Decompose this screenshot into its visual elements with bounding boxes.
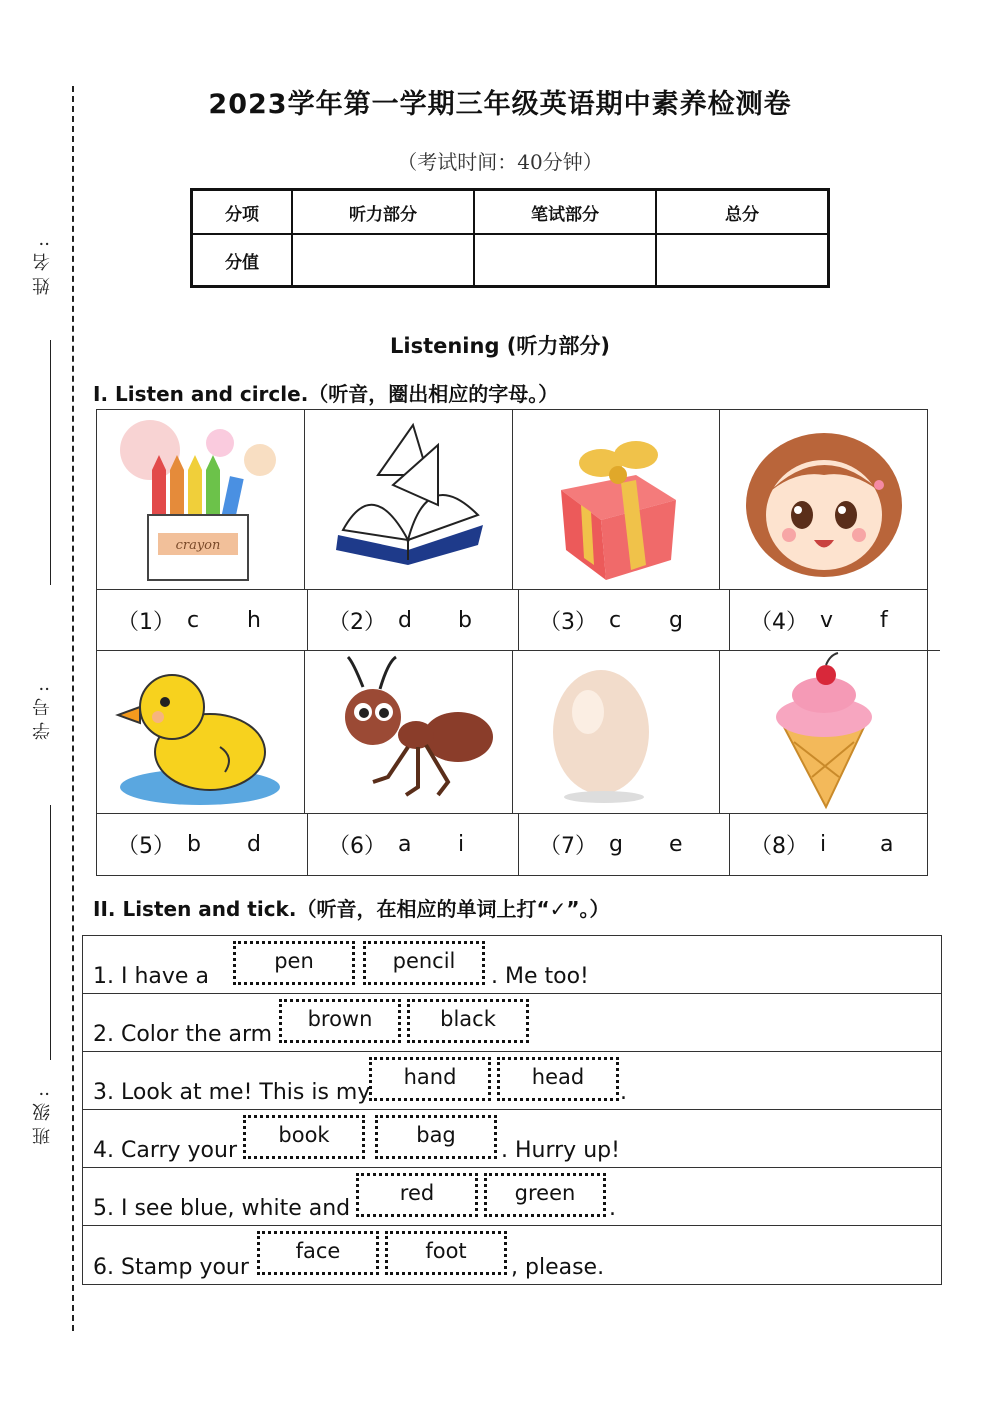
sentence-end: . Hurry up! bbox=[501, 1138, 620, 1163]
word-option[interactable]: head bbox=[497, 1057, 619, 1101]
letter-option[interactable]: i bbox=[458, 832, 465, 857]
score-table bbox=[190, 188, 830, 288]
sentence-start: 1. I have a bbox=[93, 964, 209, 989]
sentence-end: . bbox=[620, 1080, 627, 1105]
word-option[interactable]: foot bbox=[385, 1231, 507, 1275]
book-picture bbox=[305, 410, 512, 589]
word-option[interactable]: pen bbox=[233, 941, 355, 985]
duck-picture bbox=[97, 651, 304, 813]
circle-item-3: （3） c g bbox=[519, 590, 730, 651]
letter-option[interactable]: c bbox=[187, 607, 200, 633]
word-option[interactable]: black bbox=[407, 999, 529, 1043]
sentence-end: , please. bbox=[511, 1255, 605, 1280]
egg-picture bbox=[513, 651, 720, 813]
binding-dashed-line bbox=[72, 86, 74, 1331]
word-option[interactable]: green bbox=[484, 1173, 606, 1217]
sentence-end: . Me too! bbox=[491, 964, 589, 989]
word-option[interactable]: pencil bbox=[363, 941, 485, 985]
circle-item-1: （1） c h bbox=[97, 590, 308, 651]
circle-item-8: （8） i a bbox=[730, 814, 940, 875]
score-header-listening: 听力部分 bbox=[292, 190, 474, 235]
letter-option[interactable]: f bbox=[880, 607, 888, 633]
letter-option[interactable]: d bbox=[398, 607, 412, 633]
circle-item-4: （4） v f bbox=[730, 590, 940, 651]
score-header-writing: 笔试部分 bbox=[474, 190, 656, 235]
circle-item-7: （7） g e bbox=[519, 814, 730, 875]
score-row-label: 分值 bbox=[192, 234, 293, 287]
letter-option[interactable]: d bbox=[247, 832, 261, 857]
sentence-start: 3. Look at me! This is my bbox=[93, 1080, 371, 1105]
sentence-start: 2. Color the arm bbox=[93, 1022, 273, 1047]
score-total-cell[interactable] bbox=[656, 234, 829, 287]
class-label: 班级: bbox=[32, 1084, 53, 1146]
circle-grid bbox=[96, 409, 928, 876]
letter-option[interactable]: b bbox=[458, 607, 472, 633]
student-id-write-line[interactable] bbox=[50, 805, 51, 1060]
word-option[interactable]: bag bbox=[375, 1115, 497, 1159]
student-id-label: 学号: bbox=[32, 679, 53, 741]
tick-row-2 bbox=[83, 994, 941, 1052]
letter-option[interactable]: g bbox=[669, 607, 683, 633]
score-header-total: 总分 bbox=[656, 190, 829, 235]
svg-text:crayon: crayon bbox=[175, 537, 221, 553]
word-option[interactable]: red bbox=[356, 1173, 478, 1217]
part2-heading: II. Listen and tick.（听音，在相应的单词上打“✓”。） bbox=[93, 897, 610, 921]
gift-picture bbox=[513, 410, 720, 589]
word-option[interactable]: hand bbox=[369, 1057, 491, 1101]
exam-duration: （考试时间：40分钟） bbox=[397, 150, 603, 174]
letter-option[interactable]: h bbox=[247, 607, 261, 633]
circle-item-5: （5） b d bbox=[97, 814, 308, 875]
sentence-start: 5. I see blue, white and bbox=[93, 1196, 351, 1221]
score-listening-cell[interactable] bbox=[292, 234, 474, 287]
letter-option[interactable]: e bbox=[669, 832, 683, 857]
score-writing-cell[interactable] bbox=[474, 234, 656, 287]
tick-row-1 bbox=[83, 936, 941, 994]
tick-row-3 bbox=[83, 1052, 941, 1110]
word-option[interactable]: brown bbox=[279, 999, 401, 1043]
name-label: 姓名: bbox=[32, 234, 53, 296]
letter-option[interactable]: g bbox=[609, 832, 623, 857]
sentence-start: 6. Stamp your bbox=[93, 1255, 249, 1280]
letter-option[interactable]: c bbox=[609, 607, 622, 633]
tick-table bbox=[82, 935, 942, 1285]
tick-row-5 bbox=[83, 1168, 941, 1226]
circle-item-6: （6） a i bbox=[308, 814, 519, 875]
letter-option[interactable]: i bbox=[820, 832, 827, 857]
letter-option[interactable]: a bbox=[880, 832, 894, 857]
score-header-item: 分项 bbox=[192, 190, 293, 235]
girl-face-picture bbox=[720, 410, 927, 589]
circle-item-2: （2） d b bbox=[308, 590, 519, 651]
word-option[interactable]: face bbox=[257, 1231, 379, 1275]
sentence-end: . bbox=[609, 1196, 616, 1221]
word-option[interactable]: book bbox=[243, 1115, 365, 1159]
crayon-box-picture bbox=[97, 410, 304, 589]
ant-picture bbox=[305, 651, 512, 813]
letter-option[interactable]: a bbox=[398, 832, 412, 857]
listening-heading: Listening (听力部分) bbox=[390, 334, 610, 358]
sentence-start: 4. Carry your bbox=[93, 1138, 238, 1163]
tick-row-6 bbox=[83, 1226, 941, 1284]
letter-option[interactable]: b bbox=[187, 832, 201, 857]
part1-heading: I. Listen and circle.（听音，圈出相应的字母。） bbox=[93, 382, 559, 406]
ice-cream-picture bbox=[720, 651, 927, 813]
tick-row-4 bbox=[83, 1110, 941, 1168]
page-title: 2023学年第一学期三年级英语期中素养检测卷 bbox=[208, 89, 792, 120]
letter-option[interactable]: v bbox=[820, 607, 834, 633]
name-write-line[interactable] bbox=[50, 340, 51, 585]
